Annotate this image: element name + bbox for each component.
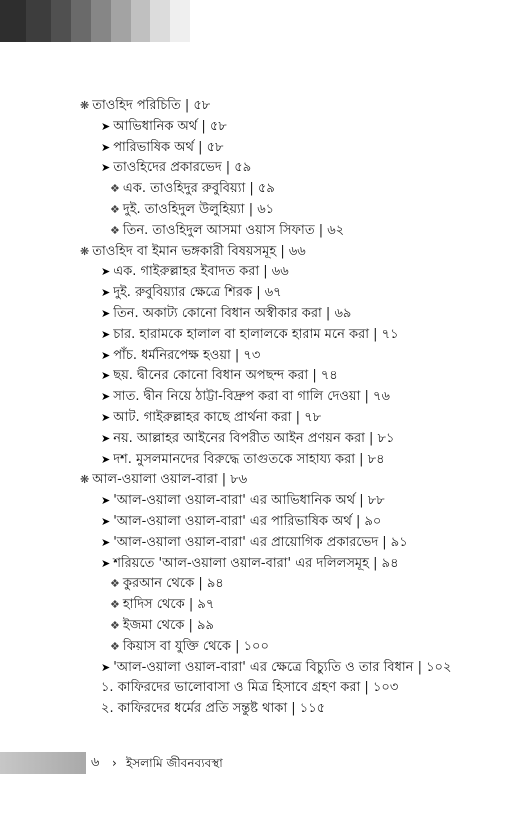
toc-entry[interactable] [101,699,325,719]
header-bar-segment [51,0,71,42]
toc-entry-text: শরিয়তে 'আল-ওয়ালা ওয়াল-বারা' এর দলিলসমূহ | ৯৪ [113,555,399,571]
toc-entry[interactable] [101,346,260,366]
header-bar-segment [150,0,170,42]
arrow-bullet-icon: ➤ [101,660,111,674]
arrow-bullet-icon: ➤ [101,494,111,508]
toc-entry[interactable] [80,242,306,262]
toc-entry[interactable] [110,200,274,220]
toc-entry-text: পাঁচ. ধর্মনিরপেক্ষ হওয়া | ৭৩ [113,347,261,363]
toc-entry-text: নয়. আল্লাহর আইনের বিপরীত আইন প্রণয়ন করা | ৮১ [113,430,395,446]
arrow-bullet-icon: ➤ [101,286,111,300]
toc-entry-text: তিন. অকাট্য কোনো বিধান অস্বীকার করা | ৬৯ [113,306,352,321]
flower-bullet-icon: ❋ [80,244,90,258]
arrow-bullet-icon: ➤ [101,307,111,320]
footer-tab [0,752,86,774]
header-bar-segment [71,0,91,42]
arrow-bullet-icon: ➤ [101,265,111,279]
diamond-bullet-icon: ❖ [110,619,120,632]
toc-entry-text: তিন. তাওহিদুল আসমা ওয়াস সিফাত | ৬২ [122,222,345,238]
toc-entry-text: কিয়াস বা যুক্তি থেকে | ১০০ [122,638,269,654]
toc-entry[interactable] [101,387,390,407]
arrow-bullet-icon: ➤ [101,452,111,466]
arrow-bullet-icon: ➤ [101,431,111,445]
toc-entry[interactable] [110,221,344,241]
toc-entry-text: 'আল-ওয়ালা ওয়াল-বারা' এর পারিভাষিক অর্থ | ৯০ [113,514,382,529]
toc-entry-text: দুই. রুবুবিয়্যার ক্ষেত্রে শিরক | ৬৭ [113,285,282,301]
toc-entry[interactable] [110,637,269,657]
header-bar-segment [0,0,26,42]
toc-entry[interactable] [110,179,275,199]
toc-entry[interactable] [101,158,251,178]
toc-entry[interactable] [101,678,398,698]
header-bar-segment [91,0,111,42]
header-bar-segment [131,0,151,42]
toc-entry-text: তাওহিদের প্রকারভেদ | ৫৯ [113,160,252,176]
page-number: ৬ [91,755,100,770]
toc-entry-text: এক. গাইরুল্লাহর ইবাদত করা | ৬৬ [113,264,289,280]
diamond-bullet-icon: ❖ [110,203,120,216]
arrow-bullet-icon: ➤ [101,390,111,404]
arrow-bullet-icon: ➤ [101,556,111,570]
toc-entry-text: তাওহিদ বা ইমান ভঙ্গকারী বিষয়সমূহ | ৬৬ [92,243,306,259]
toc-entry-text: চার. হারামকে হালাল বা হালালকে হারাম মনে করা | ৭১ [113,326,399,342]
diamond-bullet-icon: ❖ [110,577,120,591]
toc-entry[interactable] [101,117,227,137]
toc-entry-text: পারিভাষিক অর্থ | ৫৮ [113,139,224,155]
toc-entry-text: তাওহিদ পরিচিতি | ৫৮ [92,98,211,113]
toc-entry[interactable] [80,96,210,116]
toc-entry[interactable] [101,408,321,428]
toc-entry-text: 'আল-ওয়ালা ওয়াল-বারা' এর প্রায়োগিক প্রকারভেদ | ৯১ [113,534,408,550]
toc-entry[interactable] [101,429,394,449]
toc-entry-text: ১. কাফিরদের ভালোবাসা ও মিত্র হিসাবে গ্রহণ করা | ১০৩ [101,680,399,696]
toc-entry[interactable] [101,366,338,386]
toc-entry-text: আট. গাইরুল্লাহর কাছে প্রার্থনা করা | ৭৮ [113,410,322,425]
toc-entry-text: ছয়. দ্বীনের কোনো বিধান অপছন্দ করা | ৭৪ [113,368,338,384]
header-bar-segment [170,0,190,42]
toc-entry[interactable] [110,574,224,594]
toc-entry[interactable] [101,491,385,511]
diamond-bullet-icon: ❖ [110,598,120,612]
arrow-bullet-icon: ➤ [101,119,111,133]
diamond-bullet-icon: ❖ [110,223,120,237]
toc-entry[interactable] [110,595,214,615]
arrow-bullet-icon: ➤ [101,535,111,549]
header-gradient-bar [0,0,190,42]
toc-entry[interactable] [80,470,247,490]
arrow-bullet-icon: ➤ [101,369,111,383]
toc-entry[interactable] [101,658,451,678]
toc-entry-text: কুরআন থেকে | ৯৪ [122,576,224,592]
toc-entry-text: হাদিস থেকে | ৯৭ [122,597,215,613]
toc-entry-text: এক. তাওহিদুর রুবুবিয়্যা | ৫৯ [122,181,275,197]
toc-entry-text: দশ. মুসলমানদের বিরুদ্ধে তাগুতকে সাহায্য করা | ৮৪ [113,451,385,467]
toc-entry-text: দুই. তাওহিদুল উলুহিয়্যা | ৬১ [122,202,275,217]
arrow-bullet-icon: ➤ [101,515,111,528]
toc-entry[interactable] [101,450,385,470]
toc-entry[interactable] [101,325,399,345]
toc-entry[interactable] [101,262,289,282]
toc-entry-text: 'আল-ওয়ালা ওয়াল-বারা' এর আভিধানিক অর্থ | ৮৮ [113,493,385,509]
diamond-bullet-icon: ❖ [110,182,120,196]
arrow-bullet-icon: ➤ [101,161,111,175]
toc-entry[interactable] [101,533,408,553]
flower-bullet-icon: ❋ [80,473,90,487]
toc-entry-text: আভিধানিক অর্থ | ৫৮ [113,118,227,134]
arrow-bullet-icon: ➤ [101,411,111,424]
toc-entry-text: ২. কাফিরদের ধর্মের প্রতি সন্তুষ্ট থাকা | ১১৫ [101,701,326,717]
toc-entry[interactable] [110,616,214,636]
toc-entry-text: 'আল-ওয়ালা ওয়াল-বারা' এর ক্ষেত্রে বিচ্যুতি ও তার বিধান | ১০২ [113,659,452,675]
arrow-bullet-icon: ➤ [101,140,111,154]
toc-entry[interactable] [101,138,223,158]
header-bar-segment [26,0,52,42]
diamond-bullet-icon: ❖ [110,639,120,653]
toc-entry[interactable] [101,512,381,532]
toc-entry[interactable] [101,304,351,324]
header-bar-segment [111,0,131,42]
flower-bullet-icon: ❋ [80,99,90,112]
book-title: ইসলামি জীবনব্যবস্থা [126,756,223,770]
toc-entry-text: সাত. দ্বীন নিয়ে ঠাট্টা-বিদ্রুপ করা বা গালি দেওয়া | ৭৬ [113,389,390,405]
arrow-bullet-icon: ➤ [101,348,111,362]
toc-entry-text: ইজমা থেকে | ৯৯ [122,618,214,633]
toc-entry[interactable] [101,554,399,574]
toc-entry-text: আল-ওয়ালা ওয়াল-বারা | ৮৬ [92,472,248,488]
chevron-right-icon: › [112,756,117,770]
arrow-bullet-icon: ➤ [101,327,111,341]
toc-entry[interactable] [101,283,282,303]
